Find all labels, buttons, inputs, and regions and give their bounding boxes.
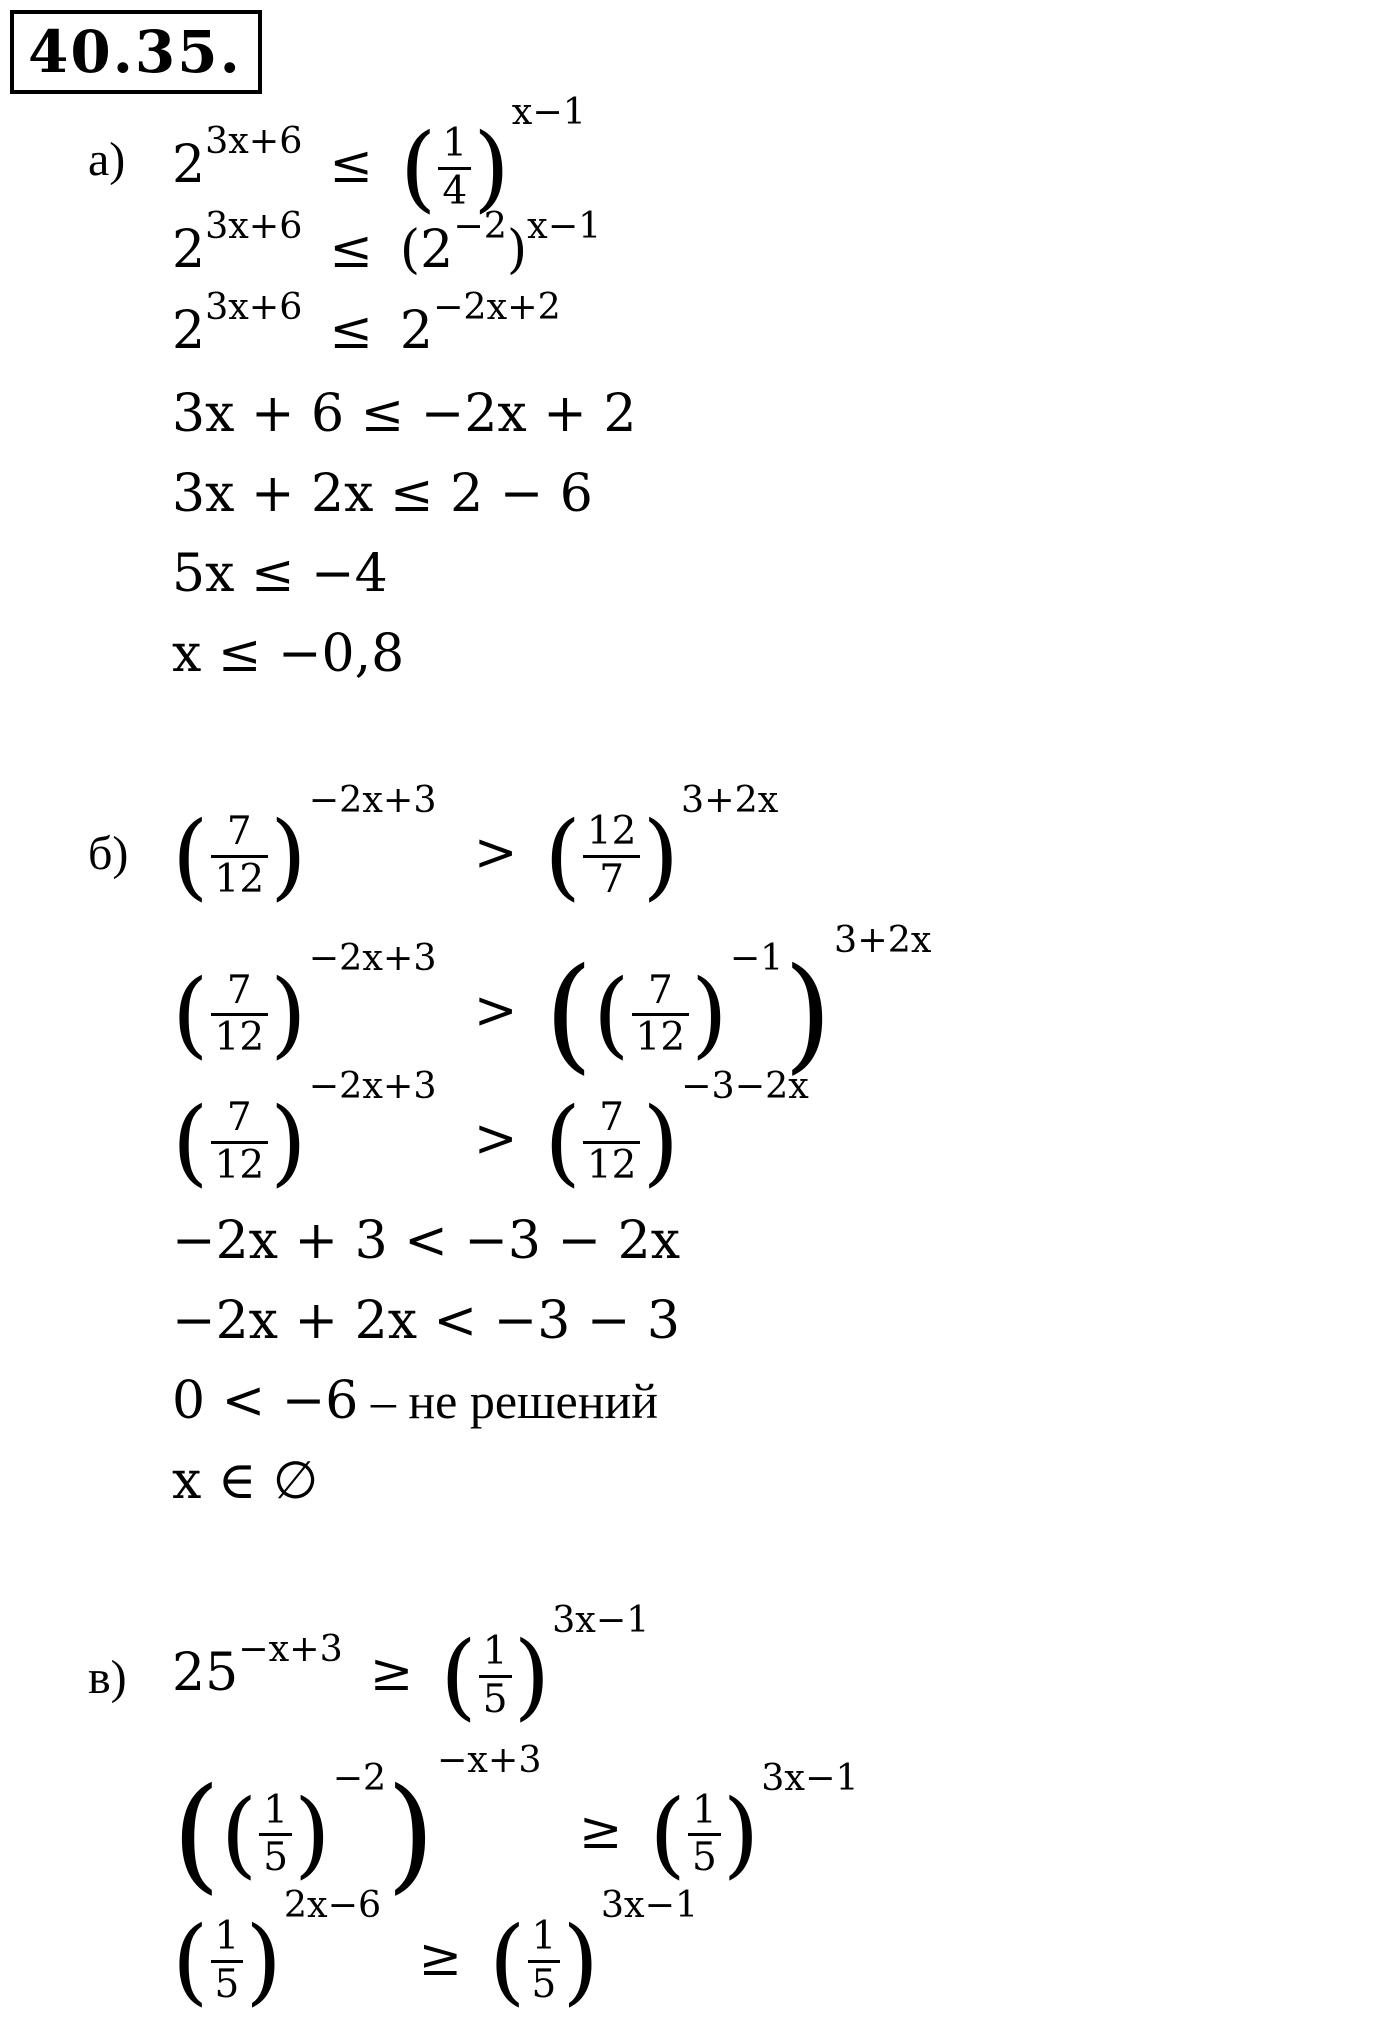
part-a-line-5: 3x + 2x ≤ 2 − 6: [172, 464, 593, 524]
part-v-line-2: (( $\frac{1}{5}$ )$^{-2}$)$^{-x+3}$ ≥ ( $\frac{1}{5}$ )$^{3x-1}$: [172, 1738, 859, 1907]
part-b-line-6: 0 < −6 – не решений: [172, 1371, 658, 1431]
part-b-line-5: −2x + 2x < −3 − 3: [172, 1291, 681, 1351]
part-v-line-1: $25^{-x+3}$ ≥ ( $\frac{1}{5}$ )$^{3x-1}$: [172, 1598, 650, 1731]
part-b-line-3: ( $\frac{7}{12}$ )$^{-2x+3}$ > ( $\frac{7}{12}$ )$^{-3-2x}$: [172, 1064, 809, 1197]
part-a-line-7: x ≤ −0,8: [172, 624, 405, 684]
part-a-line-3: $2^{3x+6} \le 2^{-2x+2}$: [172, 284, 561, 361]
part-a-label: а): [88, 133, 126, 186]
part-b-line-4: −2x + 3 < −3 − 2x: [172, 1211, 681, 1271]
part-b-label: б): [88, 827, 129, 880]
part-b-line-7: x ∈ ∅: [172, 1451, 319, 1511]
part-v-line-3: ( $\frac{1}{5}$ )$^{2x-6}$ ≥ ( $\frac{1}{5}$ )$^{3x-1}$: [172, 1883, 699, 2016]
part-a-line-6: 5x ≤ −4: [172, 544, 388, 604]
problem-number: 40.35.: [10, 10, 262, 94]
part-v-label: в): [88, 1651, 127, 1704]
part-a-line-4: 3x + 6 ≤ −2x + 2: [172, 384, 637, 444]
part-b-line-2: ( $\frac{7}{12}$ )$^{-2x+3}$ > (( $\frac{7}{12}$ )$^{-1}$)$^{3+2x}$: [172, 918, 932, 1087]
part-b-line-1: ( $\frac{7}{12}$ )$^{-2x+3}$ > ( $\frac{12}{7}$ )$^{3+2x}$: [172, 778, 779, 911]
part-a-line-1: $2^{3x+6}$ ≤ ( $\frac{1}{4}$ )$^{x-1}$: [172, 90, 586, 223]
part-a-line-2: $2^{3x+6} \le (2^{-2})^{x-1}$: [172, 203, 602, 280]
